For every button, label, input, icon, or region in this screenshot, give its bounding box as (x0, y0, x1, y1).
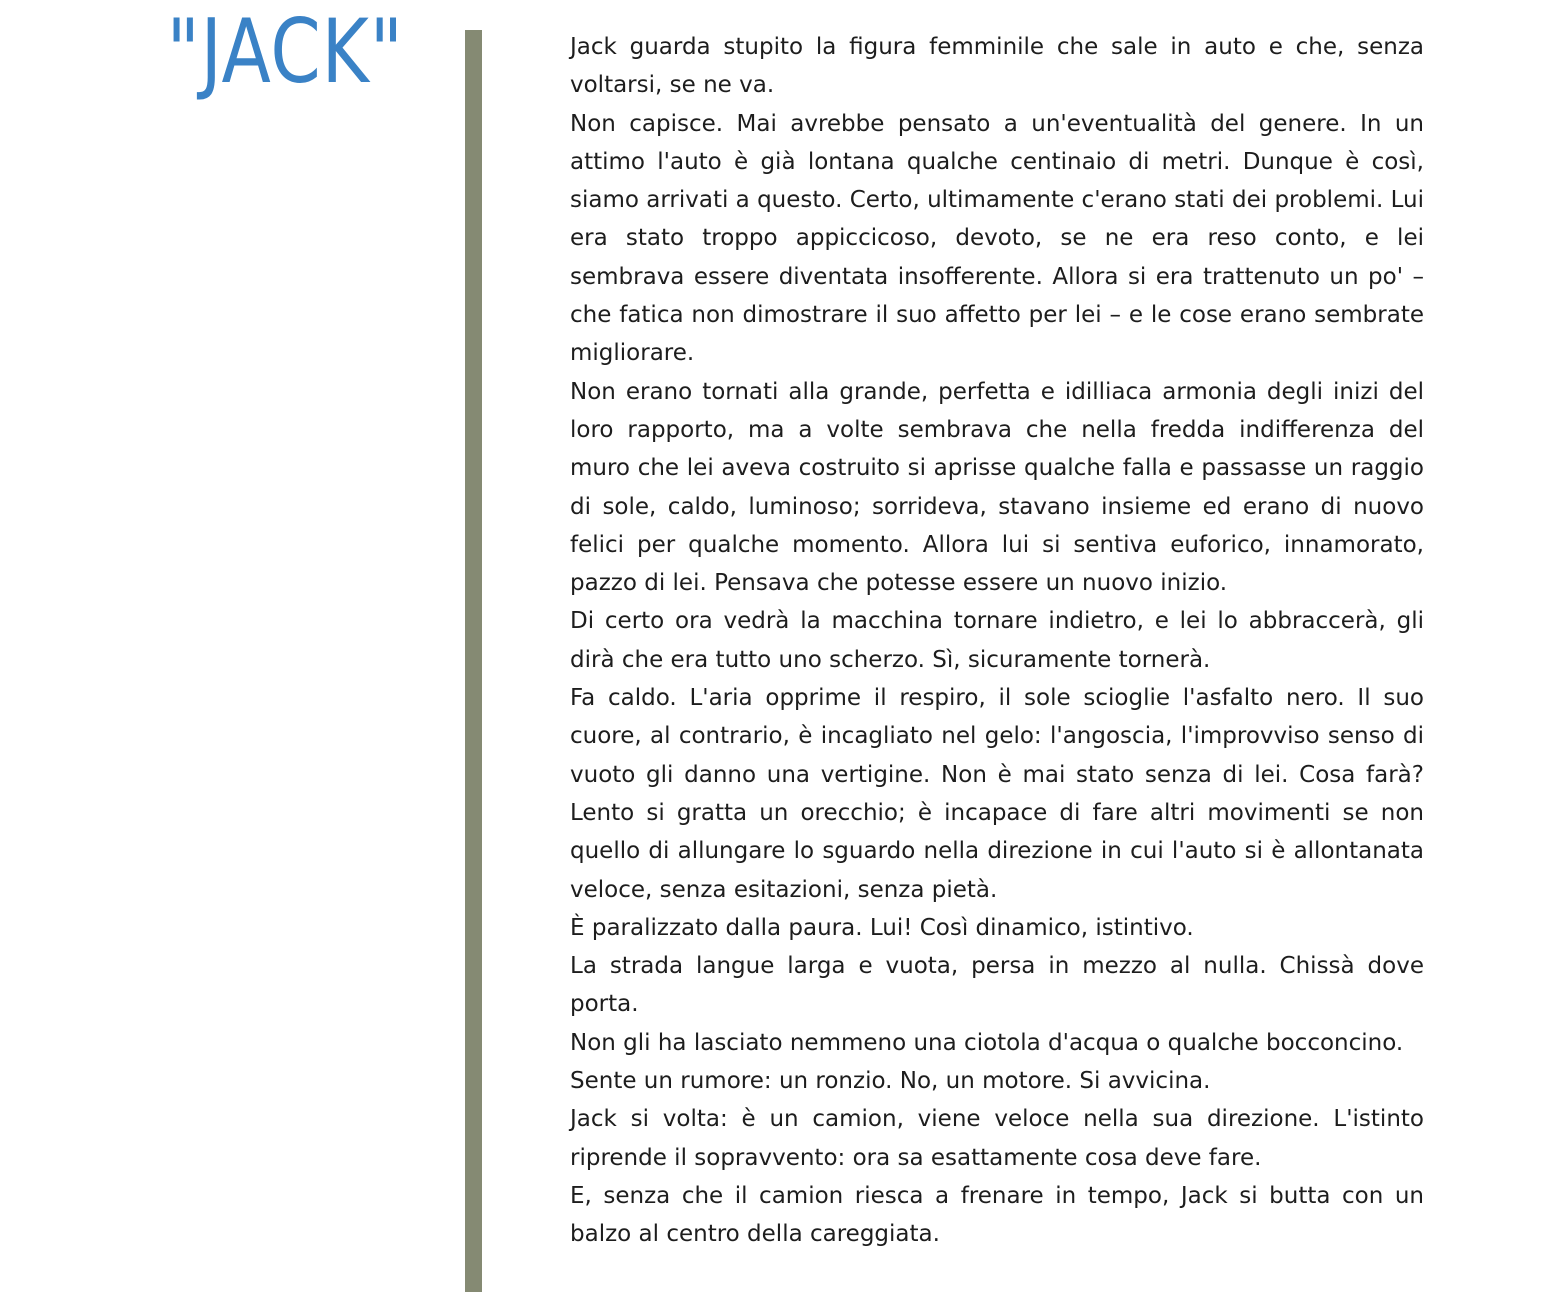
paragraph: È paralizzato dalla paura. Lui! Così dinamico, istintivo. (570, 914, 1194, 941)
paragraph: Non capisce. Mai avrebbe pensato a un'eventualità del genere. In un attimo l'auto è già lontana qualche centinaio di metri. Dunque è così, siamo arrivati a questo. Certo, ultimamente c'erano stati dei problemi. Lui era stato troppo appiccicoso, devoto, se ne era reso conto, e lei sembrava essere diventata insofferente. Allora si era trattenuto un po' – che fatica non dimostrare il suo affetto per lei – e le cose erano sembrate migliorare. (570, 110, 1425, 367)
paragraph: E, senza che il camion riesca a frenare in tempo, Jack si butta con un balzo al centro della careggiata. (570, 1182, 1424, 1248)
paragraph: Jack guarda stupito la figura femminile che sale in auto e che, senza voltarsi, se ne va. (570, 34, 1424, 99)
paragraph: Fa caldo. L'aria opprime il respiro, il sole scioglie l'asfalto nero. Il suo cuore, al contrario, è incagliato nel gelo: l'angoscia, l'improvviso senso di vuoto gli danno una vertigine. Non è mai stato senza di lei. Cosa farà? Lento si gratta un orecchio; è incapace di fare altri movimenti se non quello di allungare lo sguardo nella direzione in cui l'auto si è allontanata veloce, senza esitazioni, senza pietà. (570, 685, 1424, 903)
paragraph: La strada langue larga e vuota, persa in mezzo al nulla. Chissà dove porta. (570, 953, 1424, 1018)
story-title: "JACK" (166, 0, 404, 103)
paragraph: Non gli ha lasciato nemmeno una ciotola d'acqua o qualche bocconcino. (570, 1029, 1404, 1056)
paragraph: Sente un rumore: un ronzio. No, un motore. Si avvicina. (570, 1068, 1211, 1095)
paragraph: Non erano tornati alla grande, perfetta e idilliaca armonia degli inizi del loro rapporto, ma a volte sembrava che nella fredda indifferenza del muro che lei aveva costruito si aprisse qualche falla e passasse un raggio di sole, caldo, luminoso; sorrideva, stavano insieme ed erano di nuovo felici per qualche momento. Allora lui si sentiva euforico, innamorato, pazzo di lei. Pensava che potesse essere un nuovo inizio. (570, 378, 1424, 597)
paragraph: Di certo ora vedrà la macchina tornare indietro, e lei lo abbraccerà, gli dirà che era tutto uno scherzo. Sì, sicuramente tornerà. (570, 608, 1424, 673)
story-body (570, 28, 1424, 1254)
vertical-divider-bar (465, 30, 482, 1292)
paragraph: Jack si volta: è un camion, viene veloce nella sua direzione. L'istinto riprende il sopravvento: ora sa esattamente cosa deve fare. (570, 1106, 1424, 1171)
